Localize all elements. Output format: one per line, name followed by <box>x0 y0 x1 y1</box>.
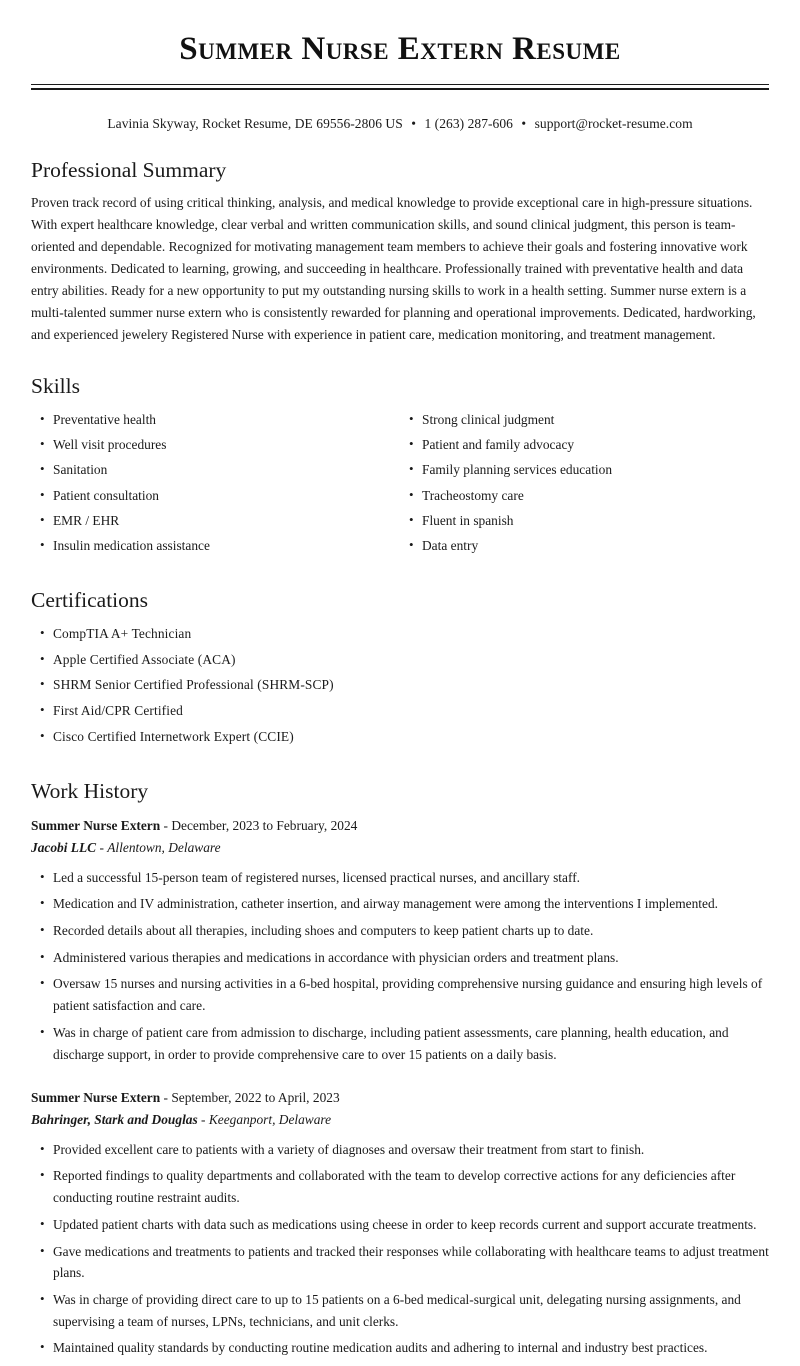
skills-column-left <box>31 409 400 560</box>
list-item: • Cisco Certified Internetwork Expert (CCIE) <box>53 726 769 752</box>
skills-columns <box>31 409 769 560</box>
list-item: • Maintained quality standards by conducting routine medication audits and adhering to internal and industry best practices. <box>53 1337 769 1364</box>
list-item: • Led a successful 15-person team of registered nurses, licensed practical nurses, and ancillary staff. <box>53 867 769 894</box>
list-item: • Reported findings to quality departments and collaborated with the team to develop corrective actions for any deficiencies after conducting routine restraint audits. <box>53 1165 769 1213</box>
contact-address: Lavinia Skyway, Rocket Resume, DE 69556-2806 US <box>107 115 403 131</box>
list-item: • Family planning services education <box>422 459 769 484</box>
section-work-history <box>31 753 769 1366</box>
job-title-line <box>31 816 769 838</box>
list-item: • Medication and IV administration, catheter insertion, and airway management were among the interventions I implemented. <box>53 893 769 920</box>
certifications-list <box>31 623 769 752</box>
header-divider-bottom <box>31 88 769 90</box>
contact-separator-2: • <box>521 115 527 131</box>
list-item: • Preventative health <box>53 409 400 434</box>
job-dates: December, 2023 to February, 2024 <box>171 818 358 834</box>
list-item: • Fluent in spanish <box>422 510 769 535</box>
section-heading-summary: Professional Summary <box>31 157 227 182</box>
contact-email: support@rocket-resume.com <box>534 115 693 131</box>
job-location: Allentown, Delaware <box>107 839 221 855</box>
header-divider-top <box>31 84 769 85</box>
job-company: Bahringer, Stark and Douglas <box>31 1112 198 1128</box>
list-item: • Patient consultation <box>53 485 400 510</box>
skills-list-left <box>31 409 400 560</box>
list-item: • Recorded details about all therapies, including shoes and computers to keep patient charts up to date. <box>53 920 769 947</box>
job-role: Summer Nurse Extern <box>31 1090 161 1106</box>
job-dash: - <box>96 839 108 855</box>
list-item: • EMR / EHR <box>53 510 400 535</box>
list-item: • Well visit procedures <box>53 434 400 459</box>
list-item: • Updated patient charts with data such as medications using cheese in order to keep records current and support accurate treatments. <box>53 1214 769 1241</box>
job-role: Summer Nurse Extern <box>31 818 161 834</box>
job-title-line <box>31 1088 769 1110</box>
list-item: • First Aid/CPR Certified <box>53 700 769 726</box>
list-item: • Was in charge of patient care from admission to discharge, including patient assessments, care planning, health education, and discharge support, in order to provide comprehensive care to over 15 patients on a daily basis. <box>53 1022 769 1070</box>
job-company-line <box>31 1110 769 1139</box>
list-item: • Patient and family advocacy <box>422 434 769 459</box>
work-history-entry <box>31 1070 769 1364</box>
contact-separator-1: • <box>411 115 417 131</box>
job-dash: - <box>197 1112 209 1128</box>
list-item: • Data entry <box>422 535 769 560</box>
section-heading-work-history: Work History <box>31 779 149 804</box>
page-title: Summer Nurse Extern Resume <box>179 31 621 67</box>
list-item: • Gave medications and treatments to patients and tracked their responses while collaborating with healthcare teams to adjust treatment plans. <box>53 1241 769 1289</box>
job-bullets <box>31 867 769 1071</box>
list-item: • Apple Certified Associate (ACA) <box>53 649 769 675</box>
work-history-entry <box>31 814 769 1070</box>
job-dates: September, 2022 to April, 2023 <box>171 1090 340 1106</box>
section-heading-skills: Skills <box>31 374 80 399</box>
list-item: • Strong clinical judgment <box>422 409 769 434</box>
summary-paragraph: Proven track record of using critical thinking, analysis, and medical knowledge to provide exceptional care in high-pressure situations. With expert healthcare knowledge, clear verbal and written communication skills, and sound clinical judgment, this person is team-oriented and dependable. Recognized for motivating management team members to achieve their goals and fostering innovative work environments. Dedicated to learning, growing, and succeeding in healthcare. Professionally trained with preventative health and data entry abilities. Ready for a new opportunity to put my outstanding nursing skills to work in a health setting. Summer nurse extern is a multi-talented summer nurse extern who is consistently rewarded for planning and operational improvements. Dedicated, hardworking, and experienced jewelery Registered Nurse with experience in patient care, medication monitoring, and treatment management. <box>31 195 756 343</box>
job-bullets <box>31 1139 769 1364</box>
list-item: • Administered various therapies and medications in accordance with physician orders and treatment plans. <box>53 947 769 974</box>
job-company: Jacobi LLC <box>31 839 97 855</box>
job-dash: - <box>160 1090 172 1106</box>
list-item: • Insulin medication assistance <box>53 535 400 560</box>
list-item: • Sanitation <box>53 459 400 484</box>
section-skills <box>31 348 769 562</box>
list-item: • CompTIA A+ Technician <box>53 623 769 649</box>
contact-phone: 1 (263) 287-606 <box>424 115 513 131</box>
list-item: • Oversaw 15 nurses and nursing activities in a 6-bed hospital, providing comprehensive nursing guidance and ensuring high levels of patient satisfaction and care. <box>53 973 769 1021</box>
contact-line <box>31 94 769 132</box>
list-item: • Tracheostomy care <box>422 485 769 510</box>
job-location: Keeganport, Delaware <box>208 1112 332 1128</box>
section-certifications <box>31 562 769 753</box>
list-item: • Provided excellent care to patients with a variety of diagnoses and oversaw their treatment from start to finish. <box>53 1139 769 1166</box>
list-item: • SHRM Senior Certified Professional (SHRM-SCP) <box>53 674 769 700</box>
section-heading-certifications: Certifications <box>31 588 149 613</box>
job-dash: - <box>160 818 172 834</box>
skills-list-right <box>400 409 769 560</box>
skills-column-right <box>400 409 769 560</box>
job-company-line <box>31 838 769 867</box>
section-professional-summary <box>31 132 769 349</box>
list-item: • Was in charge of providing direct care to up to 15 patients on a 6-bed medical-surgical unit, delegating nursing assignments, and supervising a team of nurses, LPNs, technicians, and unit clerks. <box>53 1289 769 1337</box>
